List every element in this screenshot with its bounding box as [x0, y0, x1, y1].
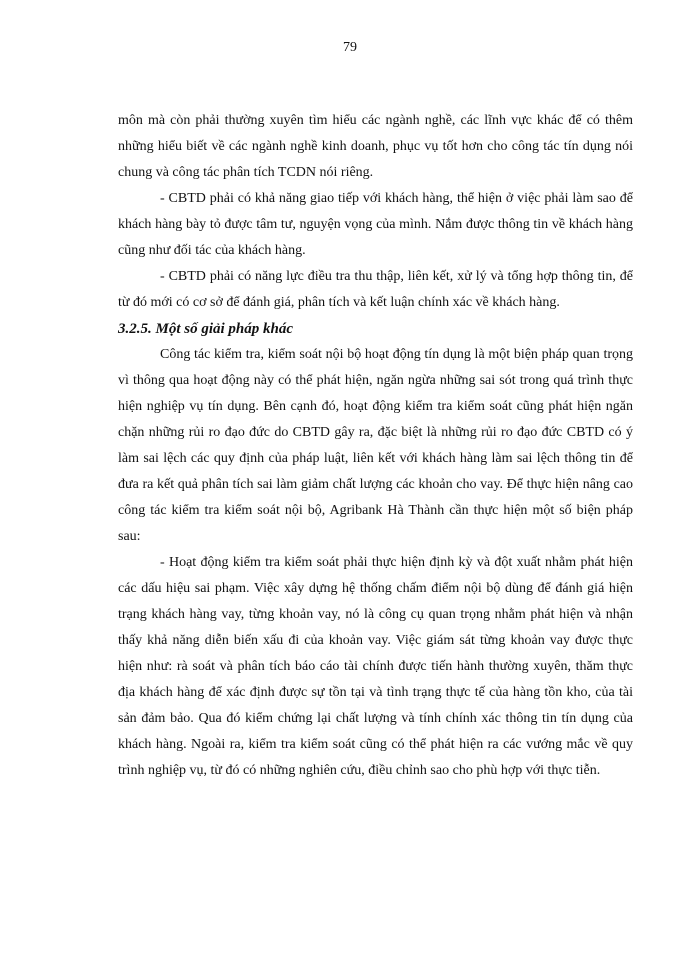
- paragraph-communication-skill: - CBTD phải có khả năng giao tiếp với khách hàng, thể hiện ở việc phải làm sao để khách hàng bày tỏ được tâm tư, nguyện vọng của mình. Nắm được thông tin về khách hàng cũng như đối tác của khách hàng.: [118, 191, 633, 258]
- document-body: [118, 108, 633, 784]
- paragraph-continuation: môn mà còn phải thường xuyên tìm hiểu các ngành nghề, các lĩnh vực khác để có thêm những hiểu biết về các ngành nghề kinh doanh, phục vụ tốt hơn cho công tác tín dụng nói chung và công tác phân tích TCDN nói riêng.: [118, 113, 633, 180]
- paragraph-investigation-skill: - CBTD phải có năng lực điều tra thu thập, liên kết, xử lý và tổng hợp thông tin, để từ đó mới có cơ sở để đánh giá, phân tích và kết luận chính xác về khách hàng.: [118, 269, 633, 310]
- paragraph-internal-control: Công tác kiểm tra, kiểm soát nội bộ hoạt động tín dụng là một biện pháp quan trọng vì thông qua hoạt động này có thể phát hiện, ngăn ngừa những sai sót trong quá trình thực hiện nghiệp vụ tín dụng. Bên cạnh đó, hoạt động kiểm tra kiểm soát cũng phát hiện ngăn chặn những rủi ro đạo đức do CBTD gây ra, đặc biệt là những rủi ro đạo đức CBTD có ý làm sai lệch các quy định của pháp luật, liên kết với khách hàng làm sai lệch thông tin để đưa ra kết quả phân tích sai làm giảm chất lượng các khoản cho vay. Để thực hiện nâng cao công tác kiểm tra kiểm soát nội bộ, Agribank Hà Thành cần thực hiện một số biện pháp sau:: [118, 347, 633, 544]
- section-heading: 3.2.5. Một số giải pháp khác: [118, 321, 294, 337]
- paragraph-periodic-inspection: - Hoạt động kiểm tra kiểm soát phải thực hiện định kỳ và đột xuất nhằm phát hiện các dấu hiệu sai phạm. Việc xây dựng hệ thống chấm điểm nội bộ dùng để đánh giá hiện trạng khách hàng vay, từng khoản vay, nó là công cụ quan trọng nhằm phát hiện và nhận thấy khả năng diễn biến xấu đi của khoản vay. Việc giám sát từng khoản vay được thực hiện như: rà soát và phân tích báo cáo tài chính được tiến hành thường xuyên, thăm thực địa khách hàng để xác định được sự tồn tại và tình trạng thực tế của hàng tồn kho, của tài sản đảm bảo. Qua đó kiểm chứng lại chất lượng và tính chính xác thông tin tín dụng của khách hàng. Ngoài ra, kiểm tra kiểm soát cũng có thể phát hiện ra các vướng mắc về quy trình nghiệp vụ, từ đó có những nghiên cứu, điều chỉnh sao cho phù hợp với thực tiễn.: [118, 555, 633, 778]
- page-number: 79: [343, 40, 357, 55]
